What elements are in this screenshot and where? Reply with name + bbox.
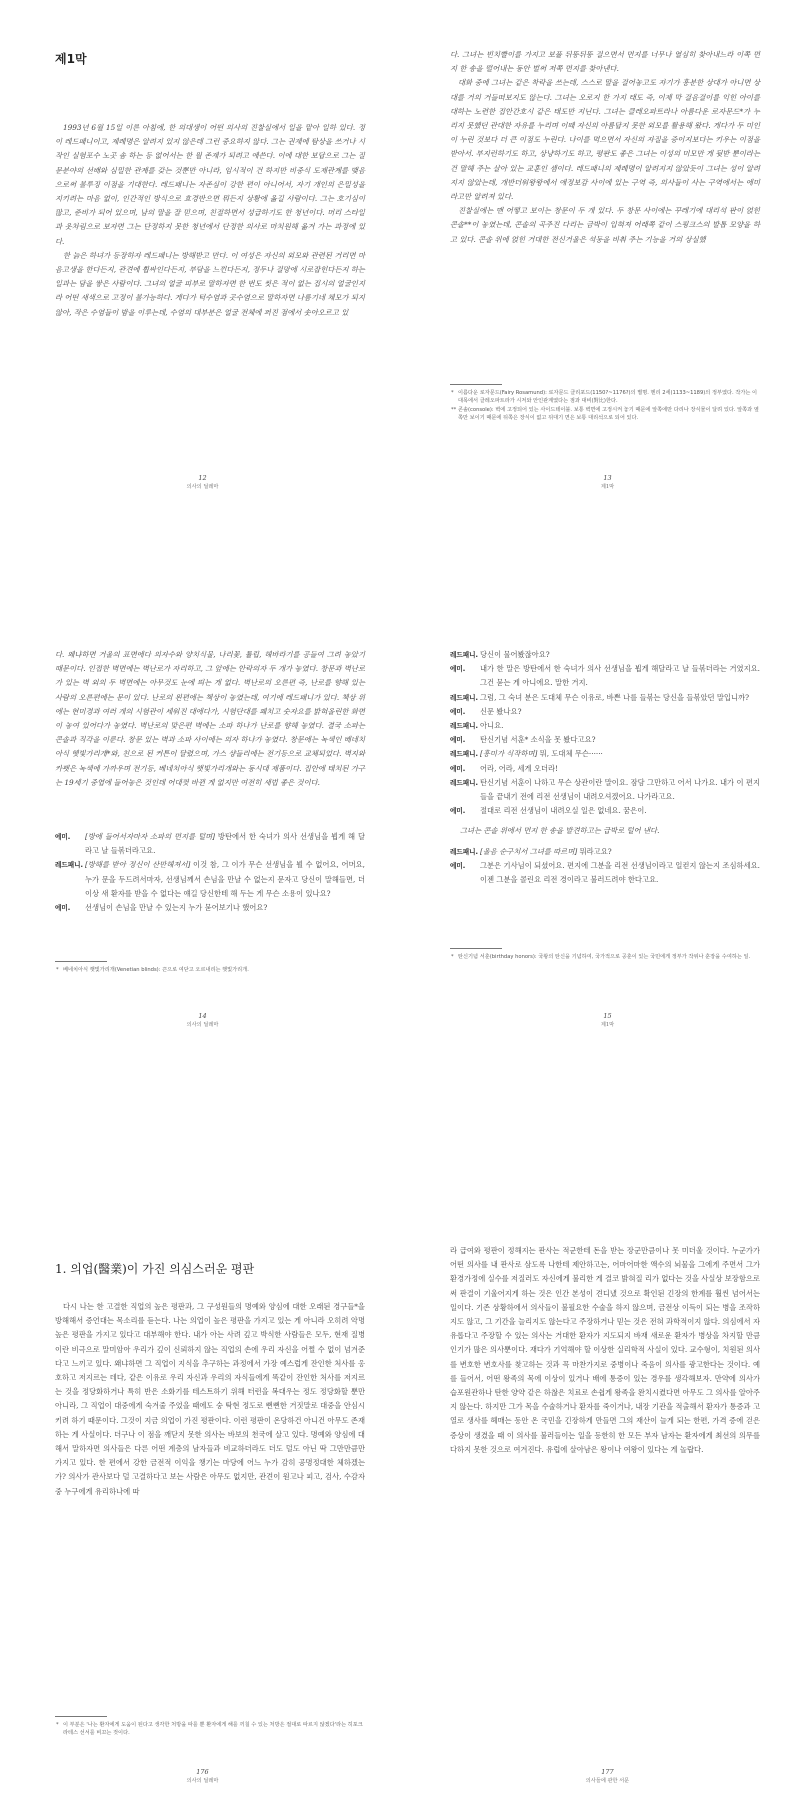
dialogue-line — [55, 901, 365, 915]
dialogue-line — [450, 776, 760, 804]
paragraph: 라 급여와 평판이 정해지는 판사는 적군한테 돈을 받는 장군만큼이나 못 미더울 것이다. 누군가가 어떤 의사를 내 판사로 삼도록 나한테 제안하고는, 어마어마한 액수의 뇌물을 그에게 주면서 그가 환경가정에 실수를 저질러도 자신에게 불리한 게 결코 밝혀질 리가 없다는 것을 사실상 보장함으로써 판결이 기울어지게 하는 것은 인간 본성이 견디냈 것으로 확인된 긴장의 한계를 훨씬 넘어서는 일이다. 기존 상황하에서 의사들이 불필요한 수술을 하지 않으며, 금전상 이득이 되는 병을 조작하지도 않고, 그 기간을 늘리지도 않는다고 주장하거나 믿는 것은 전혀 과학적이지 않다. 의심에서 자유롭다고 주장할 수 있는 의사는 거대한 환자가 지도되지 바재 새로운 환자가 병상을 차지할 만큼 인기가 많은 의사뿐이다. 재다가 기억해야 할 이상한 실리학적 사실이 있다. 교수형이, 치원된 의사를 변호한 변호사를 찾고하는 것과 꼭 마찬가지로 중병이나 죽음이 의사를 광고한다는 것이다. 예를 들어서, 어떤 왕족의 목에 이상이 있거나 배에 통증이 있는 경우를 생각해보자. 만약에 의사가 습포원관하나 탄한 양약 같은 하찮은 치료로 손쉽게 왕족을 완치시켰다면 아무도 그 의사를 알아주지 않는다. 하지만 그가 목을 수술하거나 환자를 죽이거나, 내장 기관을 적출해서 환자가 통증과 고열로 생사를 헤매는 동안 온 국민을 긴장하게 만들면 그의 재산이 늘게 되는 한편, 가격 증에 걷은 증상이 생겼을 때 이 의사를 불러들이는 일을 등한히 한 모든 부자 남자는 환자에게 최선의 의무를 다하지 못한 것으로 여겨진다. 유럽에 살아남은 왕이나 여왕이 있다는 게 놀랍다. — [450, 1246, 760, 1454]
line: 뭐, 도대체 무슨······ — [537, 749, 603, 759]
body-text — [450, 48, 760, 247]
line: 어라, 어라, 세게 오더라! — [480, 763, 558, 773]
running-title: 제1막 — [600, 1022, 615, 1028]
speaker: 에미. — [55, 904, 71, 913]
footnote: ** 콘솔(console): 벽에 고정되어 있는 사이드테이블. 보통 벽면에 고정시켜 놓기 때문에 앞쪽에만 다리나 장식물이 달려 있다. 앞쪽과 옆쪽만 보이기 때문에 뒤쪽은 장식이 없고 뒤대기 면은 보통 대리석으로 되어 있다. — [451, 406, 759, 422]
stage-direction: [울음 순구치서 그녀를 따르며] — [480, 846, 578, 856]
dialogue-line — [450, 859, 760, 887]
line: 당신이 물어봤잖아요? — [480, 650, 550, 659]
footnotes — [450, 384, 760, 423]
paragraph: 다. 그녀는 빈치빨이를 가지고 보풀 뒤뚱뒤뚱 걸으면서 먼지를 너무나 열심히 찾아내느라 이쪽 먼지 한 송을 떨어내는 동안 벌써 저쪽 먼지를 찾아낸다. — [450, 50, 760, 74]
dialogue-line — [55, 830, 365, 858]
body-text — [55, 648, 365, 790]
footnote-rule — [55, 1716, 107, 1717]
speaker: 에미. — [450, 736, 466, 745]
body-text — [55, 1300, 365, 1499]
line: 탄신기념 서훈이 나하고 무슨 상관이란 말이요. 잠담 그만하고 어서 나가요. 내가 이 편지들을 끝내기 전에 리전 선생님이 내려오셔겠어요. 나가라고요. — [480, 777, 760, 802]
body-text — [55, 121, 365, 320]
footnotes — [55, 961, 365, 974]
line: 뭐라고요? — [577, 846, 612, 856]
dialogue-line — [450, 648, 760, 662]
stage-direction: 그녀는 콘솔 위에서 먼지 한 송을 발견하고는 급박로 털어 낸다. — [460, 826, 660, 836]
speaker: 에미. — [450, 807, 466, 816]
running-title: 의사의 딜레마 — [186, 1022, 219, 1028]
footnote: * 베네치아식 햇빛가리개(Venetian blinds): 끈으로 여닫고 오르내리는 햇빛가리개. — [56, 967, 249, 973]
body-text — [450, 1244, 760, 1457]
page-176 — [0, 1200, 405, 1800]
speaker: 레드패니. — [450, 778, 478, 787]
paragraph: 한 늙은 하녀가 등장하자 레드패니는 방해받고 만다. 이 여성은 자신의 외모와 관련된 거리면 마음고생을 한다든지, 관견에 휩싸인다든지, 부담을 느낀다든지, 정두나 걸망에 시로잡힌다든지 하는 일과는 담을 쌓은 사람이다. 그녀의 얼굴 피부로 말하자면 한 번도 씻은 적이 없는 집시의 얼굴인지라 어떤 새색으로 고정이 불가능하다. 게다가 턱수염과 곳수염으로 말하자면 나름기네 채모가 되지 않아, 작은 수염들이 밤을 이루는데, 수염의 대부분은 얼굴 전체에 퍼진 점에서 솟아오르고 있 — [55, 250, 365, 317]
dialogue-line — [450, 762, 760, 776]
speaker: 에미. — [450, 707, 466, 716]
speaker: 에미. — [450, 861, 466, 870]
folio — [405, 474, 810, 492]
dialogue-line — [450, 733, 760, 747]
page-177 — [405, 1200, 810, 1800]
footnote: * 이 부분은 '나는 환자에게 도움이 된다고 생각한 처방을 따를 뿐 환자에게 해를 끼칠 수 있는 처방은 절대로 따르지 않겠다'라는 히포크라테스 선서를 비꼬는 것이다. — [56, 1722, 363, 1737]
dialogue — [450, 648, 760, 887]
dialogue-line — [450, 804, 760, 818]
footnote-rule — [450, 948, 502, 949]
folio — [405, 1768, 810, 1786]
paragraph: 진찰실에는 맨 어떻고 보이는 창문이 두 개 있다. 두 창문 사이에는 꾸레기에 대리석 판이 얹힌 콘솔**이 놓였는데, 콘솔의 곡주진 다리는 금박이 입혀져 어래쪽 같이 스핑크스의 발톱 모양을 하고 있다. 콘솔 위에 얹힌 거대한 전신거울은 석둥을 비춰 주는 기능을 거의 상실했 — [450, 206, 760, 244]
speaker: 에미. — [450, 665, 466, 674]
speaker: 레드패니. — [450, 693, 478, 702]
stage-direction: [흥미가 식작하며] — [480, 749, 538, 759]
paragraph: 다시 나는 한 고결한 직업의 높은 평판과, 그 구성원들의 명예와 양심에 대한 오래된 경구들*을 방해해서 증언대는 목소리를 듣는다. 나는 의업이 높은 평판을 가지고 있는 게 아니라 오히려 악명 높은 평판을 가지고 있다고 대부해야 한다. 내가 아는 사려 깊고 박식한 사람들은 모두, 현재 질병이란 비극으로 말미암아 우리가 깊이 신뢰하지 않는 직업의 손에 우리 자신을 어쩔 수 없이 넘겨준다고 느끼고 있다. 왜냐하면 그 직업이 지식을 추구하는 과정에서 가장 예스럽게 잔인한 처사를 옹호하고 저지르는 데다, 같은 이유로 우리 자신과 우리의 자식들에게 똑같이 잔인한 처사를 저지르는 것을 정당화하거나 특히 반은 소화기를 테스트하기 위해 터런을 복대우는 정도 정당화할 뿐만 아니라, 그 직업이 대중에게 숙겨줄 주었을 때에도 숭 탁현 정도로 뻔뻔한 거짓말로 대중을 안심시키려 하기 때문이다. 그것이 지금 의업이 가진 평판이다. 이런 평판이 온당하건 아니건 아무도 존재하는 게 사실이다. 더구나 이 점을 깨닫지 못한 의사는 바보의 천국에 살고 있다. 명예와 양심에 대해서 말하자면 의사들은 다른 어떤 계층의 남자들과 비교하더라도 더도 덜도 아닌 딱 그만만큼만 가지고 있다. 한 편에서 강한 금전적 이익을 챙기는 마당에 어느 누가 감히 공명정대한 체하겠는가? 의사가 관사보다 덜 고결하다고 보는 사람은 아무도 없지만, 관견이 원고나 피고, 검사, 수감자 중 누구에게 유리하나에 따 — [55, 1302, 365, 1496]
line: 그럼, 그 숙녀 분은 도대체 무슨 이유로, 바쁜 나를 들볶는 당신을 들볶았던 말입니까? — [480, 692, 749, 702]
folio — [0, 1768, 405, 1786]
line: 아니요. — [480, 721, 504, 731]
page-number: 14 — [198, 1012, 207, 1020]
footnote-rule — [450, 384, 502, 385]
footnotes — [55, 1716, 365, 1738]
running-title: 제1막 — [600, 484, 615, 490]
line: 선생님이 손님을 만날 수 있는지 누가 묻어보기나 했어요? — [85, 903, 268, 913]
chapter-heading: 제1막 — [55, 52, 87, 66]
footnotes — [450, 948, 760, 961]
spread-1 — [0, 0, 810, 600]
dialogue-line — [450, 845, 760, 859]
speaker: 레드패니. — [55, 861, 83, 870]
page-number: 177 — [601, 1768, 614, 1776]
line: 신문 봤나요? — [480, 706, 522, 716]
line: 이것 참, 그 이가 무슨 선생님을 뵐 수 없어요, 어머요, 누가 문을 두드려서마자, 선생님께서 손님을 만날 수 없는지 문자고 당신이 말해들면, 더 이상 새 환자를 받을 수 없다는 얘길 당신한테 해 두는 게 무슨 소용이 있나요? — [85, 860, 365, 898]
dialogue — [55, 830, 365, 915]
running-title: 의사의 딜레마 — [186, 484, 219, 490]
page-13 — [405, 0, 810, 600]
speaker: 레드패니. — [450, 722, 478, 731]
page-12 — [0, 0, 405, 600]
line: 그분은 기사님이 되셨어요. 편지에 그분을 리전 선생님이라고 일컫지 않는지 조심하세요. 이젠 그분을 콜린요 리전 경이라고 불러드려야 한다고요. — [480, 860, 760, 885]
spread-3 — [0, 1200, 810, 1800]
speaker: 레드패니. — [450, 847, 478, 856]
line: 탄신기념 서훈* 소식을 못 봤다고요? — [480, 735, 596, 745]
speaker: 레드패니. — [450, 651, 478, 659]
page-number: 13 — [603, 474, 612, 482]
page-number: 176 — [196, 1768, 209, 1776]
running-title: 의사의 딜레마 — [186, 1778, 219, 1784]
page-15 — [405, 600, 810, 1200]
line: 절대로 리전 선생님이 내려오실 일은 없네요. 꿈은이. — [480, 806, 647, 816]
stage-direction: [방해를 받아 정신이 산만해져서] — [85, 860, 191, 870]
paragraph: 1993년 6월 15일 이른 아침에, 한 의대생이 어떤 의사의 진찰실에서 일을 맡아 일하 있다. 정이 레드패니이고, 제례명은 알려지 있지 않은데 그런 중요하지 않다. 그는 권재에 탐상을 쓰거나 시작인 실험포수 노곳 솜 하는 등 없어서는 한 월 존재가 되려고 애쓴다. 이에 대한 보답으로 그는 질문분야의 선배와 심밀한 관계를 갖는 것뿐만 아니라, 임시적이 건 하지만 비중식 도제관계를 맺음으로써 불투징 이점을 기대한다. 레드패니는 자존심이 강한 편이 아니어서, 자기 개인의 은밀성을 지키려는 마음 없이, 인간적인 방식으로 효경반으면 뭐든지 상황에 옮길 사람이다. 그는 호기심이 많고, 준비가 되어 있으며, 남의 말을 잘 믿으며, 친절하면서 성급하기도 한 청년이다. 머리 스타일과 옷차림으로 보자면 그는 단정하지 못한 청년에서 단정한 의사로 마치원해 옮겨 가는 과정에 있다. — [55, 123, 365, 246]
dialogue-line — [450, 747, 760, 761]
running-title: 의사들에 관한 서문 — [585, 1778, 630, 1784]
page-number: 15 — [603, 1012, 612, 1020]
dialogue-line — [450, 691, 760, 705]
speaker: 에미. — [450, 764, 466, 773]
speaker: 레드패니. — [450, 750, 478, 759]
dialogue-line — [450, 719, 760, 733]
folio — [0, 1012, 405, 1030]
dialogue-line — [450, 705, 760, 719]
page-number: 12 — [198, 474, 207, 482]
paragraph: 다. 왜냐하면 거울의 표면에다 의자수와 양치식물, 나리꽃, 튤립, 해바라기를 공들여 그려 놓았기 때문이다. 인접한 벽면에는 벽난로가 자리하고, 그 앞에는 안락의자 두 개가 놓였다. 창문과 벽난로가 있는 벽 외의 두 벽면에는 아무것도 눈에 띄는 게 없다. 벽난로의 오른편 즉, 난로를 향해 있는 사람의 오른편에는 문이 있다. 난로의 왼편에는 책상이 놓였는데, 여기에 레드패니가 있다. 책상 위에는 현미경과 여러 개의 시험관이 세워진 대에다가, 시험단대를 꽤치고 숫자요를 밝혀올린한 화면이 놓여 있어다가 놓였다. 벽난로의 맞은편 벽에는 소파 하나가 난로를 향해 놓였다. 결국 소파는 콘솔과 직각을 이룬다. 창문 있는 벽과 소파 사이에는 의자 하나가 놓였다. 창문에는 녹색인 베네치아식 햇빛가리개*와, 친으로 된 커튼이 달렸으며, 가스 샹들리에는 전기등으로 교체되었다. 벽지와 카펫은 녹색에 가까우며 전기등, 베네치아식 햇빛가리개와는 동시대 제품이다. 집안에 태치된 가구는 19세기 중엽에 들어놓은 것인데 어대껏 바뀐 게 없지만 여전히 새법 좋은 것이다. — [55, 650, 365, 787]
footnote-rule — [55, 961, 107, 962]
folio — [405, 1012, 810, 1030]
dialogue-line — [450, 662, 760, 690]
footnote: * 이름다운 로자문드(Fairy Rosamund): 로자문드 클리포드(1150?~1176?)의 별명. 헨리 2세(1133~1189)의 정부였다. 작가는 이 대목에서 클레오파트라가 시저와 안인관계였다는 점과 대비(對比)한다. — [451, 390, 758, 405]
paragraph: 대화 중에 그녀는 같은 착락을 쓰는데, 스스로 말을 걸어놓고도 자기가 흥분한 상대가 아니면 상대를 거의 거들떠보지도 않는다. 그녀는 오로지 한 가지 태도 즉, 이제 막 걸음걸이를 익힌 아이를 대하는 노련한 집안간호시 같은 태도만 지닌다. 그녀는 클레오파트라나 아름다운 로자문드*가 누리지 못했던 관대한 자유를 누리며 이때 자신의 아름답지 못한 외모를 활용해 왔다. 게다가 두 미인이 누린 것보다 더 큰 이점도 누린다. 나이를 먹으면서 자신의 자질을 증이지보다는 키우는 이점을 받아서. 부지런하기도 하고, 상냥하기도 하고, 평판도 좋은 그녀는 이성의 미모만 게 뒷받 뿐이라는 건 말해 주는 살아 있는 교훈인 셈이다. 레드패니의 제례명이 알려지지 않았듯이 그녀는 성이 알려지지 않았는데, 개반더워왕왕에서 애정보감 사이에 있는 구역 즉, 의사들이 사는 구역에서는 에미라고만 알려져 있다. — [450, 78, 760, 202]
spread-2 — [0, 600, 810, 1200]
line: 내가 한 말은 방탄에서 한 숙녀가 의사 선생님을 뵙게 해달라고 날 들볶더라는 거였지요. 그건 묻는 게 아니에요. 말한 거지. — [480, 664, 760, 688]
folio — [0, 474, 405, 492]
speaker: 에미. — [55, 833, 71, 841]
footnote: * 탄신기념 서훈(birthday honors): 국왕의 탄신을 기념하여, 국가적으로 공훈이 있는 국민에게 정부가 작위나 훈장을 수여하는 일. — [451, 954, 751, 960]
dialogue-line — [55, 858, 365, 901]
page-14 — [0, 600, 405, 1200]
stage-direction: [방에 들어서자마자 소파의 먼지를 털며] — [85, 832, 216, 841]
section-title: 1. 의업(醫業)이 가진 의심스러운 평판 — [55, 1262, 255, 1276]
line: 방탄에서 한 숙녀가 의사 선생님을 뵙게 해 달라고 날 들볶더라고요. — [85, 832, 365, 856]
